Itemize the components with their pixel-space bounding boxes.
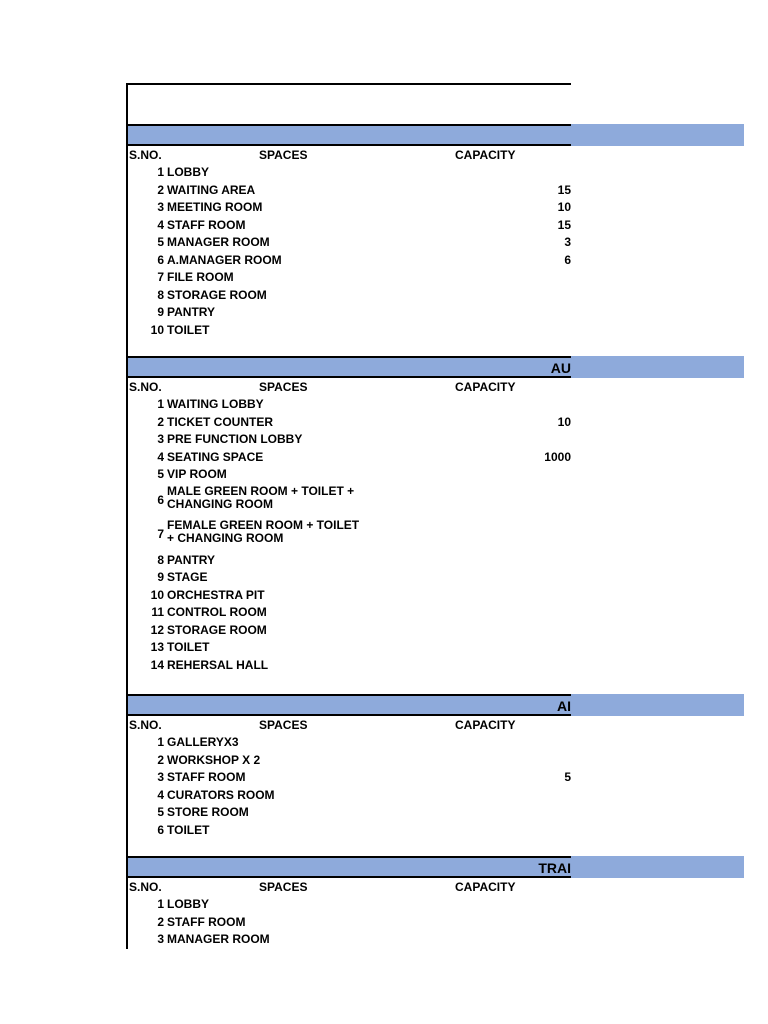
cell-sno: 6 [157, 822, 164, 837]
cell-capacity: 1000 [544, 449, 571, 464]
column-header-spaces: SPACES [259, 148, 308, 162]
table-row [128, 587, 571, 604]
table-row [128, 252, 571, 269]
cell-space: PANTRY [167, 552, 215, 567]
band-edge [571, 694, 744, 696]
cell-sno: 1 [157, 897, 164, 911]
cell-space: STORAGE ROOM [167, 287, 267, 302]
cell-space: MALE GREEN ROOM + TOILET + CHANGING ROOM [167, 483, 355, 511]
table-row [128, 914, 571, 931]
table-row [128, 657, 571, 674]
cell-capacity: 10 [557, 200, 571, 214]
cell-sno: 2 [157, 414, 164, 429]
cell-space: MANAGER ROOM [167, 235, 270, 249]
cell-capacity: 15 [557, 182, 571, 197]
section-title: AU [550, 360, 571, 376]
band-edge [571, 876, 744, 878]
table-row [128, 199, 571, 216]
cell-sno: 10 [150, 587, 164, 602]
cell-sno: 2 [157, 752, 164, 767]
table-row [128, 449, 571, 466]
cell-space: WAITING LOBBY [167, 397, 264, 411]
cell-space: STORAGE ROOM [167, 622, 267, 637]
column-header-row [128, 379, 571, 395]
cell-space: PRE FUNCTION LOBBY [167, 432, 303, 446]
table-row [128, 552, 571, 569]
cell-space: A.MANAGER ROOM [167, 252, 282, 267]
cell-sno: 4 [157, 449, 164, 464]
cell-capacity: 6 [564, 252, 571, 267]
column-header-capacity: CAPACITY [455, 148, 516, 162]
cell-space: MANAGER ROOM [167, 932, 270, 946]
section-band-3 [128, 694, 744, 716]
cell-space: TOILET [167, 640, 210, 654]
cell-space: STORE ROOM [167, 805, 249, 819]
table-row [128, 822, 571, 839]
cell-space: CURATORS ROOM [167, 787, 275, 802]
table-row [128, 234, 571, 251]
table-row [128, 182, 571, 199]
cell-sno: 1 [157, 735, 164, 749]
cell-sno: 3 [157, 770, 164, 784]
column-header-capacity: CAPACITY [455, 718, 516, 732]
table-row [128, 604, 571, 621]
cell-sno: 10 [150, 322, 164, 337]
cell-capacity: 15 [557, 217, 571, 232]
table-row [128, 414, 571, 431]
table-row [128, 396, 571, 413]
cell-space: TOILET [167, 322, 210, 337]
column-header-sno: S.NO. [129, 148, 162, 162]
table-row [128, 431, 571, 448]
cell-sno: 6 [157, 492, 164, 507]
table-row [128, 931, 571, 948]
cell-space: STAFF ROOM [167, 217, 246, 232]
cell-space: FEMALE GREEN ROOM + TOILET + CHANGING ROOM [167, 517, 360, 545]
table-row [128, 485, 571, 515]
cell-capacity: 5 [564, 770, 571, 784]
cell-sno: 12 [150, 622, 164, 637]
cell-space: LOBBY [167, 897, 209, 911]
column-header-spaces: SPACES [259, 380, 308, 394]
table-row [128, 569, 571, 586]
table-row [128, 304, 571, 321]
cell-sno: 1 [157, 165, 164, 179]
cell-space: ORCHESTRA PIT [167, 587, 265, 602]
cell-sno: 2 [157, 182, 164, 197]
column-header-capacity: CAPACITY [455, 880, 516, 894]
band-edge [571, 376, 744, 378]
table-row [128, 466, 571, 483]
cell-sno: 5 [157, 467, 164, 481]
cell-space: CONTROL ROOM [167, 605, 267, 619]
column-header-capacity: CAPACITY [455, 380, 516, 394]
table-row [128, 269, 571, 286]
band-edge [571, 856, 744, 858]
cell-sno: 2 [157, 914, 164, 929]
cell-sno: 3 [157, 200, 164, 214]
table-row [128, 287, 571, 304]
cell-sno: 4 [157, 787, 164, 802]
table-row [128, 896, 571, 913]
column-header-sno: S.NO. [129, 718, 162, 732]
cell-sno: 7 [157, 270, 164, 284]
table-row [128, 217, 571, 234]
section-title: AI [557, 698, 571, 714]
cell-sno: 13 [150, 640, 164, 654]
cell-sno: 8 [157, 552, 164, 567]
section-band-2 [128, 356, 744, 378]
cell-space: SEATING SPACE [167, 449, 264, 464]
cell-space: STAGE [167, 570, 208, 584]
section-band-4 [128, 856, 744, 878]
table-row [128, 519, 571, 549]
cell-sno: 4 [157, 217, 164, 232]
column-header-spaces: SPACES [259, 880, 308, 894]
column-header-row [128, 879, 571, 895]
cell-space: TICKET COUNTER [167, 414, 273, 429]
section-title: TRAI [538, 860, 571, 876]
table-row [128, 322, 571, 339]
column-header-sno: S.NO. [129, 380, 162, 394]
cell-space: STAFF ROOM [167, 770, 246, 784]
cell-sno: 9 [157, 305, 164, 319]
cell-sno: 14 [150, 657, 164, 672]
table-row [128, 639, 571, 656]
cell-sno: 9 [157, 570, 164, 584]
cell-space: WAITING AREA [167, 182, 256, 197]
cell-sno: 3 [157, 432, 164, 446]
cell-sno: 5 [157, 235, 164, 249]
table-row [128, 164, 571, 181]
cell-sno: 1 [157, 397, 164, 411]
section-band-1 [128, 124, 744, 146]
cell-space: WORKSHOP X 2 [167, 752, 261, 767]
column-header-sno: S.NO. [129, 880, 162, 894]
cell-capacity: 10 [557, 414, 571, 429]
cell-sno: 6 [157, 252, 164, 267]
column-header-spaces: SPACES [259, 718, 308, 732]
cell-space: LOBBY [167, 165, 209, 179]
table-top-border [126, 83, 571, 85]
cell-space: VIP ROOM [167, 467, 227, 481]
table-row [128, 787, 571, 804]
band-edge [571, 714, 744, 716]
cell-sno: 5 [157, 805, 164, 819]
table-row [128, 752, 571, 769]
cell-sno: 8 [157, 287, 164, 302]
cell-capacity: 3 [564, 235, 571, 249]
cell-space: STAFF ROOM [167, 914, 246, 929]
cell-space: MEETING ROOM [167, 200, 263, 214]
cell-sno: 3 [157, 932, 164, 946]
table-row [128, 804, 571, 821]
cell-space: PANTRY [167, 305, 215, 319]
cell-space: TOILET [167, 822, 210, 837]
band-edge [571, 124, 744, 126]
band-edge [571, 356, 744, 358]
band-edge [571, 144, 744, 146]
table-row [128, 622, 571, 639]
table-row [128, 734, 571, 751]
column-header-row [128, 147, 571, 163]
cell-sno: 11 [151, 605, 164, 619]
table-row [128, 769, 571, 786]
cell-space: FILE ROOM [167, 270, 234, 284]
cell-sno: 7 [157, 526, 164, 541]
cell-space: GALLERYX3 [167, 735, 239, 749]
cell-space: REHERSAL HALL [167, 657, 269, 672]
column-header-row [128, 717, 571, 733]
